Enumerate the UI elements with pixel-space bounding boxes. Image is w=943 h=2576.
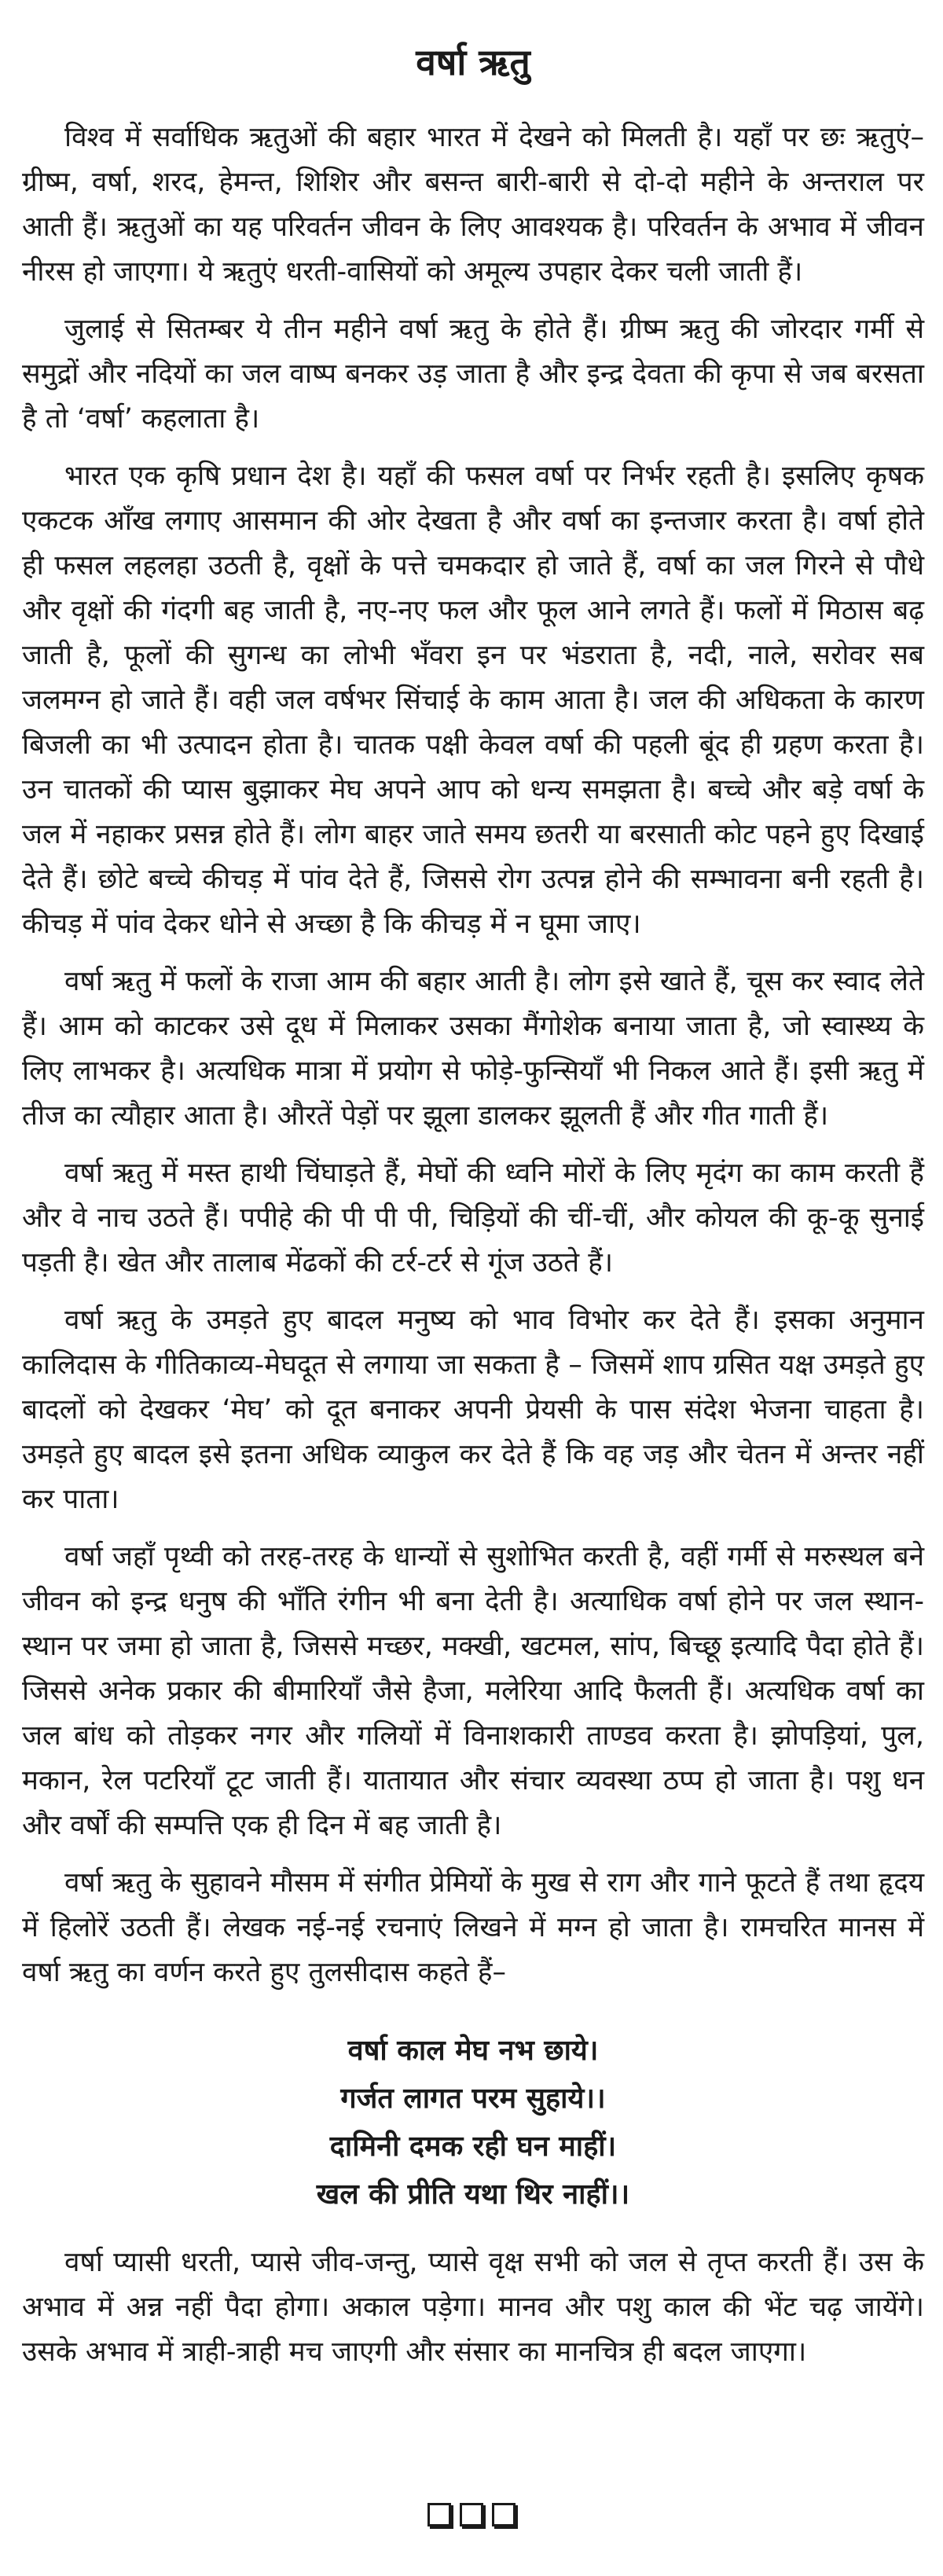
paragraph-6: वर्षा ऋतु के उमड़ते हुए बादल मनुष्य को भाव विभोर कर देते हैं। इसका अनुमान कालिदास के गीतिकाव्य-मेघदूत से लगाया जा सकता है – जिसमें शाप ग्रसित यक्ष उमड़ते हुए बादलों को देखकर ‘मेघ’ को दूत बनाकर अपनी प्रेयसी के पास संदेश भेजना चाहता है। उमड़ते हुए बादल इसे इतना अधिक व्याकुल कर देते हैं कि वह जड़ और चेतन में अन्तर नहीं कर पाता। [22, 1305, 924, 1516]
paragraph-3: भारत एक कृषि प्रधान देश है। यहाँ की फसल वर्षा पर निर्भर रहती है। इसलिए कृषक एकटक आँख लगाए आसमान की ओर देखता है और वर्षा का इन्तजार करता है। वर्षा होते ही फसल लहलहा उठती है, वृक्षों के पत्ते चमकदार हो जाते हैं, वर्षा का जल गिरने से पौधे और वृक्षों की गंदगी बह जाती है, नए-नए फल और फूल आने लगते हैं। फलों में मिठास बढ़ जाती है, फूलों की सुगन्ध का लोभी भँवरा इन पर भंडराता है, नदी, नाले, सरोवर सब जलमग्न हो जाते हैं। वही जल वर्षभर सिंचाई के काम आता है। जल की अधिकता के कारण बिजली का भी उत्पादन होता है। चातक पक्षी केवल वर्षा की पहली बूंद ही ग्रहण करता है। उन चातकों की प्यास बुझाकर मेघ अपने आप को धन्य समझता है। बच्चे और बड़े वर्षा के जल में नहाकर प्रसन्न होते हैं। लोग बाहर जाते समय छतरी या बरसाती कोट पहने हुए दिखाई देते हैं। छोटे बच्चे कीचड़ में पांव देते हैं, जिससे रोग उत्पन्न होने की सम्भावना बनी रहती है। कीचड़ में पांव देकर धोने से अच्छा है कि कीचड़ में न घूमा जाए। [22, 461, 924, 941]
paragraph-1: विश्व में सर्वाधिक ऋतुओं की बहार भारत में देखने को मिलती है। यहाँ पर छः ऋतुएं–ग्रीष्म, वर्षा, शरद, हेमन्त, शिशिर और बसन्त बारी-बारी से दो-दो महीने के अन्तराल पर आती हैं। ऋतुओं का यह परिवर्तन जीवन के लिए आवश्यक है। परिवर्तन के अभाव में जीवन नीरस हो जाएगा। ये ऋतुएं धरती-वासियों को अमूल्य उपहार देकर चली जाती हैं। [22, 122, 924, 288]
verse-line-1: वर्षा काल मेघ नभ छाये। [347, 2035, 599, 2068]
page-title: वर्षा ऋतु [416, 41, 530, 83]
paragraph-7: वर्षा जहाँ पृथ्वी को तरह-तरह के धान्यों से सुशोभित करती है, वहीं गर्मी से मरुस्थल बने जीवन को इन्द्र धनुष की भाँति रंगीन भी बना देती है। अत्याधिक वर्षा होने पर जल स्थान-स्थान पर जमा हो जाता है, जिससे मच्छर, मक्खी, खटमल, सांप, बिच्छू इत्यादि पैदा होते हैं। जिससे अनेक प्रकार की बीमारियाँ जैसे हैजा, मलेरिया आदि फैलती हैं। अत्यधिक वर्षा का जल बांध को तोड़कर नगर और गलियों में विनाशकारी ताण्डव करता है। झोपड़ियां, पुल, मकान, रेल पटरियाँ टूट जाती हैं। यातायात और संचार व्यवस्था ठप्प हो जाता है। पशु धन और वर्षों की सम्पत्ति एक ही दिन में बह जाती है। [22, 1541, 924, 1842]
paragraph-4: वर्षा ऋतु में फलों के राजा आम की बहार आती है। लोग इसे खाते हैं, चूस कर स्वाद लेते हैं। आम को काटकर उसे दूध में मिलाकर उसका मैंगोशेक बनाया जाता है, जो स्वास्थ्य के लिए लाभकर है। अत्यधिक मात्रा में प्रयोग से फोड़े-फुन्सियाँ भी निकल आते हैं। इसी ऋतु में तीज का त्यौहार आता है। औरतें पेड़ों पर झूला डालकर झूलती हैं और गीत गाती हैं। [22, 966, 924, 1132]
box-icon [492, 2503, 516, 2526]
verse-line-3: दामिनी दमक रही घन माहीं। [329, 2130, 617, 2163]
box-icon [460, 2503, 483, 2526]
paragraph-8: वर्षा ऋतु के सुहावने मौसम में संगीत प्रेमियों के मुख से राग और गाने फूटते हैं तथा हृदय में हिलोरें उठती हैं। लेखक नई-नई रचनाएं लिखने में मग्न हो जाता है। रामचरित मानस में वर्षा ऋतु का वर्णन करते हुए तुलसीदास कहते हैं– [22, 1867, 924, 1989]
verse-line-4: खल की प्रीति यथा थिर नाहीं।। [316, 2178, 630, 2211]
end-marks [0, 2503, 943, 2530]
closing-paragraph: वर्षा प्यासी धरती, प्यासे जीव-जन्तु, प्यासे वृक्ष सभी को जल से तृप्त करती हैं। उस के अभाव में अन्न नहीं पैदा होगा। अकाल पड़ेगा। मानव और पशु काल की भेंट चढ़ जायेंगे। उसके अभाव में त्राही-त्राही मच जाएगी और संसार का मानचित्र ही बदल जाएगा। [22, 2247, 924, 2369]
box-icon [427, 2503, 451, 2526]
verse-line-2: गर्जत लागत परम सुहाये।। [340, 2082, 606, 2115]
paragraph-2: जुलाई से सितम्बर ये तीन महीने वर्षा ऋतु के होते हैं। ग्रीष्म ऋतु की जोरदार गर्मी से समुद्रों और नदियों का जल वाष्प बनकर उड़ जाता है और इन्द्र देवता की कृपा से जब बरसता है तो ‘वर्षा’ कहलाता है। [22, 314, 924, 435]
verse-block [22, 2027, 924, 2218]
paragraph-5: वर्षा ऋतु में मस्त हाथी चिंघाड़ते हैं, मेघों की ध्वनि मोरों के लिए मृदंग का काम करती हैं और वे नाच उठते हैं। पपीहे की पी पी पी, चिड़ियों की चीं-चीं, और कोयल की कू-कू सुनाई पड़ती है। खेत और तालाब मेंढकों की टर्र-टर्र से गूंज उठते हैं। [22, 1158, 924, 1279]
